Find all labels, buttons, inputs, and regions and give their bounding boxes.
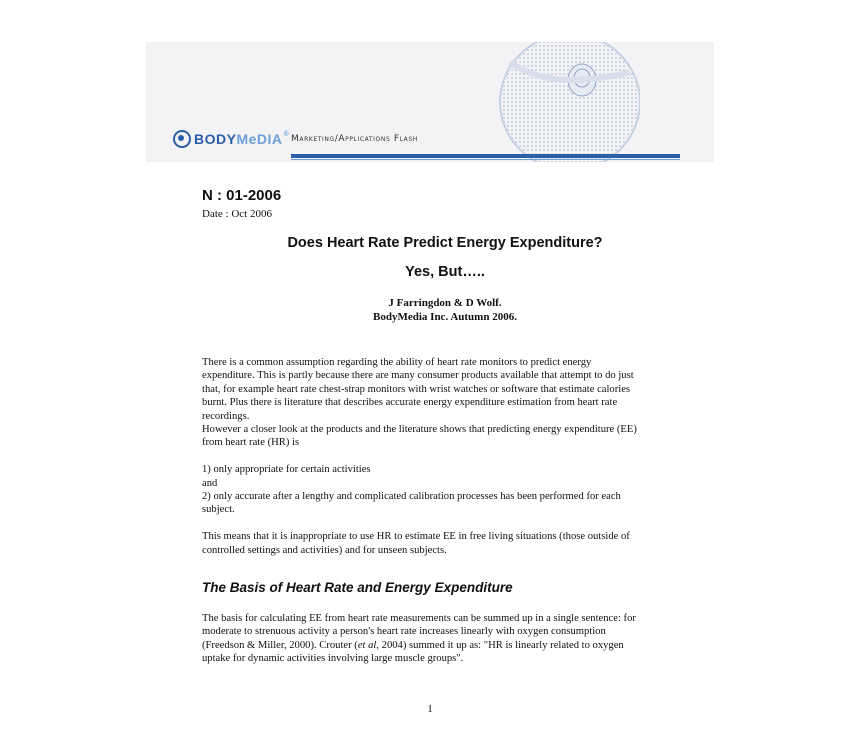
text-line: burnt. Plus there is literature that describes accurate energy expenditure estimation from heart rate	[202, 397, 618, 409]
header-rule-thin	[291, 159, 680, 160]
logo-circle-icon	[173, 130, 191, 148]
document-subtitle: Yes, But…..	[405, 264, 485, 280]
logo-registered-mark: ®	[283, 131, 290, 138]
basis-paragraph	[202, 612, 688, 666]
list-item: 1) only appropriate for certain activities	[202, 464, 371, 476]
author-names: J Farringdon & D Wolf.	[388, 297, 502, 309]
globe-graphic	[490, 42, 640, 162]
authors	[202, 296, 688, 324]
text-line	[202, 639, 688, 652]
text-line: controlled settings and activities) and for unseen subjects.	[202, 544, 447, 556]
logo-body-text: BODY	[194, 131, 237, 147]
text-line: that, for example heart rate chest-strap monitors with wrist watches or software that estimate calories	[202, 383, 631, 395]
conclusion-paragraph	[202, 530, 688, 557]
tagline: Marketing/Applications Flash	[291, 134, 418, 144]
document-date: Date : Oct 2006	[202, 208, 272, 220]
text-line: There is a common assumption regarding the ability of heart rate monitors to predict energy	[202, 357, 592, 368]
text-line: However a closer look at the products and the literature shows that predicting energy expenditure (EE)	[202, 424, 637, 436]
header-banner	[146, 42, 714, 162]
intro-paragraph	[202, 356, 688, 450]
section-heading: The Basis of Heart Rate and Energy Expenditure	[202, 580, 513, 596]
author-affiliation: BodyMedia Inc. Autumn 2006.	[373, 311, 517, 323]
bodymedia-logo	[173, 124, 289, 154]
logo-wordmark	[194, 131, 289, 147]
header-rule	[291, 154, 680, 158]
text-line: from heart rate (HR) is	[202, 437, 300, 449]
text-line: uptake for dynamic activities involving large muscle groups".	[202, 653, 464, 665]
document-number: N : 01-2006	[202, 187, 282, 204]
text-span: , 2004) summed it up as: "HR is linearly related to oxygen	[376, 639, 624, 651]
document-title: Does Heart Rate Predict Energy Expenditure?	[287, 235, 603, 251]
text-line: moderate to strenuous activity a person's heart rate increases linearly with oxygen consumption	[202, 626, 606, 638]
text-line: This means that it is inappropriate to use HR to estimate EE in free living situations (those outside of	[202, 531, 630, 543]
text-line: The basis for calculating EE from heart rate measurements can be summed up in a single sentence: for	[202, 613, 636, 625]
list-item: 2) only accurate after a lengthy and complicated calibration processes has been performed for each	[202, 491, 621, 503]
conditions-list	[202, 463, 688, 517]
document-body	[202, 186, 688, 666]
list-item-continued: subject.	[202, 504, 235, 516]
text-span: (Freedson & Miller, 2000). Crouter (	[202, 639, 358, 651]
logo-media-text: MeDIA	[236, 131, 283, 147]
et-al-italic: et al	[357, 639, 377, 651]
text-line: expenditure. This is partly because there are many consumer products available that attempt to do just	[202, 370, 634, 382]
list-connector: and	[202, 477, 218, 489]
text-line: recordings.	[202, 410, 250, 422]
page-number: 1	[427, 703, 433, 715]
